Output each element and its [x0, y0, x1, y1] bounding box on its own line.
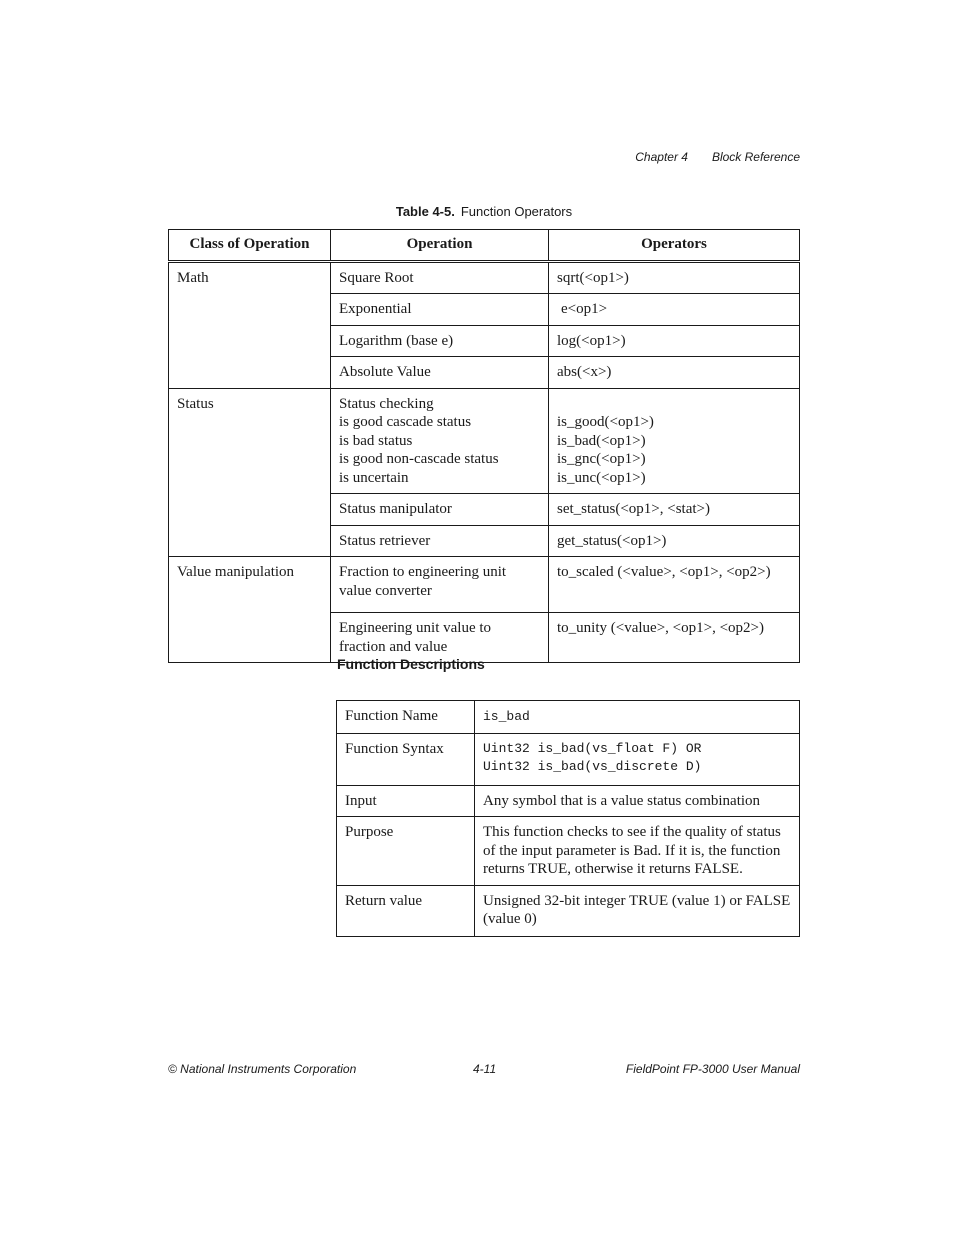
- header-operation: Operation: [331, 230, 549, 262]
- operation-line: is bad status: [339, 432, 413, 449]
- table-row: [337, 817, 800, 886]
- syntax-line: Uint32 is_bad(vs_float F) OR: [483, 740, 702, 756]
- function-name-text: is_bad: [483, 709, 530, 724]
- operator-cell: [549, 294, 800, 326]
- function-name-value: [475, 701, 800, 734]
- function-operators-table: [168, 229, 800, 663]
- page-header: [635, 150, 800, 164]
- operation-cell: [331, 388, 549, 494]
- footer-copyright: © National Instruments Corporation: [168, 1062, 357, 1076]
- operator-line: is_bad(<op1>): [557, 432, 646, 449]
- table-row: [169, 261, 800, 294]
- header-chapter: Chapter 4: [635, 150, 688, 164]
- input-label: Input: [337, 785, 475, 817]
- operation-line: is good non-cascade status: [339, 451, 499, 467]
- operator-cell: log(<op1>): [549, 325, 800, 357]
- purpose-label: Purpose: [337, 817, 475, 886]
- table-caption: [168, 204, 800, 219]
- section-heading: Function Descriptions: [337, 656, 485, 672]
- operator-cell: set_status(<op1>, <stat>): [549, 494, 800, 526]
- footer-manual-title: FieldPoint FP-3000 User Manual: [625, 1062, 800, 1076]
- function-syntax-value: [475, 733, 800, 785]
- return-value-text: Unsigned 32-bit integer TRUE (value 1) or FALSE (value 0): [475, 885, 800, 936]
- header-section: Block Reference: [711, 150, 800, 164]
- operator-text: e<op1>: [561, 301, 608, 317]
- syntax-line: Uint32 is_bad(vs_discrete D): [483, 759, 702, 774]
- header-class-of-operation: Class of Operation: [169, 230, 331, 262]
- operation-cell: Status retriever: [331, 525, 549, 557]
- operator-line: is_good(<op1>): [557, 414, 654, 430]
- function-name-label: Function Name: [337, 701, 475, 734]
- class-status: Status: [169, 388, 331, 557]
- table-row: [169, 388, 800, 494]
- table-row: [337, 885, 800, 936]
- input-value: Any symbol that is a value status combination: [475, 785, 800, 817]
- operator-line: is_gnc(<op1>): [557, 451, 646, 467]
- purpose-value: This function checks to see if the quality of status of the input parameter is Bad. If it is, the function returns TRUE, otherwise it returns FALSE.: [475, 817, 800, 886]
- operation-cell: Engineering unit value to fraction and value: [331, 613, 549, 663]
- footer-page-number: 4-11: [473, 1062, 497, 1076]
- operator-cell: abs(<x>): [549, 357, 800, 389]
- operation-cell: Fraction to engineering unit value converter: [331, 557, 549, 613]
- operator-cell: to_unity (<value>, <op1>, <op2>): [549, 613, 800, 663]
- page-footer: [168, 1062, 800, 1078]
- table-caption-number: Table 4-5.: [395, 204, 455, 219]
- class-value-manipulation: Value manipulation: [169, 557, 331, 663]
- operator-cell: [549, 388, 800, 494]
- table-row: [337, 733, 800, 785]
- header-operators: Operators: [549, 230, 800, 262]
- table-header-row: [169, 230, 800, 262]
- function-syntax-label: Function Syntax: [337, 733, 475, 785]
- operation-line: is good cascade status: [339, 414, 472, 430]
- operation-cell: Exponential: [331, 294, 549, 326]
- table-row: [337, 701, 800, 734]
- operation-cell: Absolute Value: [331, 357, 549, 389]
- function-description-table: [336, 700, 800, 937]
- table-row: [169, 557, 800, 613]
- return-value-label: Return value: [337, 885, 475, 936]
- operator-cell: sqrt(<op1>): [549, 261, 800, 294]
- operator-cell: get_status(<op1>): [549, 525, 800, 557]
- operation-cell: Logarithm (base e): [331, 325, 549, 357]
- operation-line: Status checking: [339, 395, 434, 412]
- operation-line: is uncertain: [339, 469, 409, 486]
- table-caption-title: Function Operators: [460, 204, 573, 219]
- operation-cell: Square Root: [331, 261, 549, 294]
- operator-cell: to_scaled (<value>, <op1>, <op2>): [549, 557, 800, 613]
- operation-cell: Status manipulator: [331, 494, 549, 526]
- operator-line: is_unc(<op1>): [557, 469, 646, 486]
- class-math: Math: [169, 261, 331, 388]
- table-row: [337, 785, 800, 817]
